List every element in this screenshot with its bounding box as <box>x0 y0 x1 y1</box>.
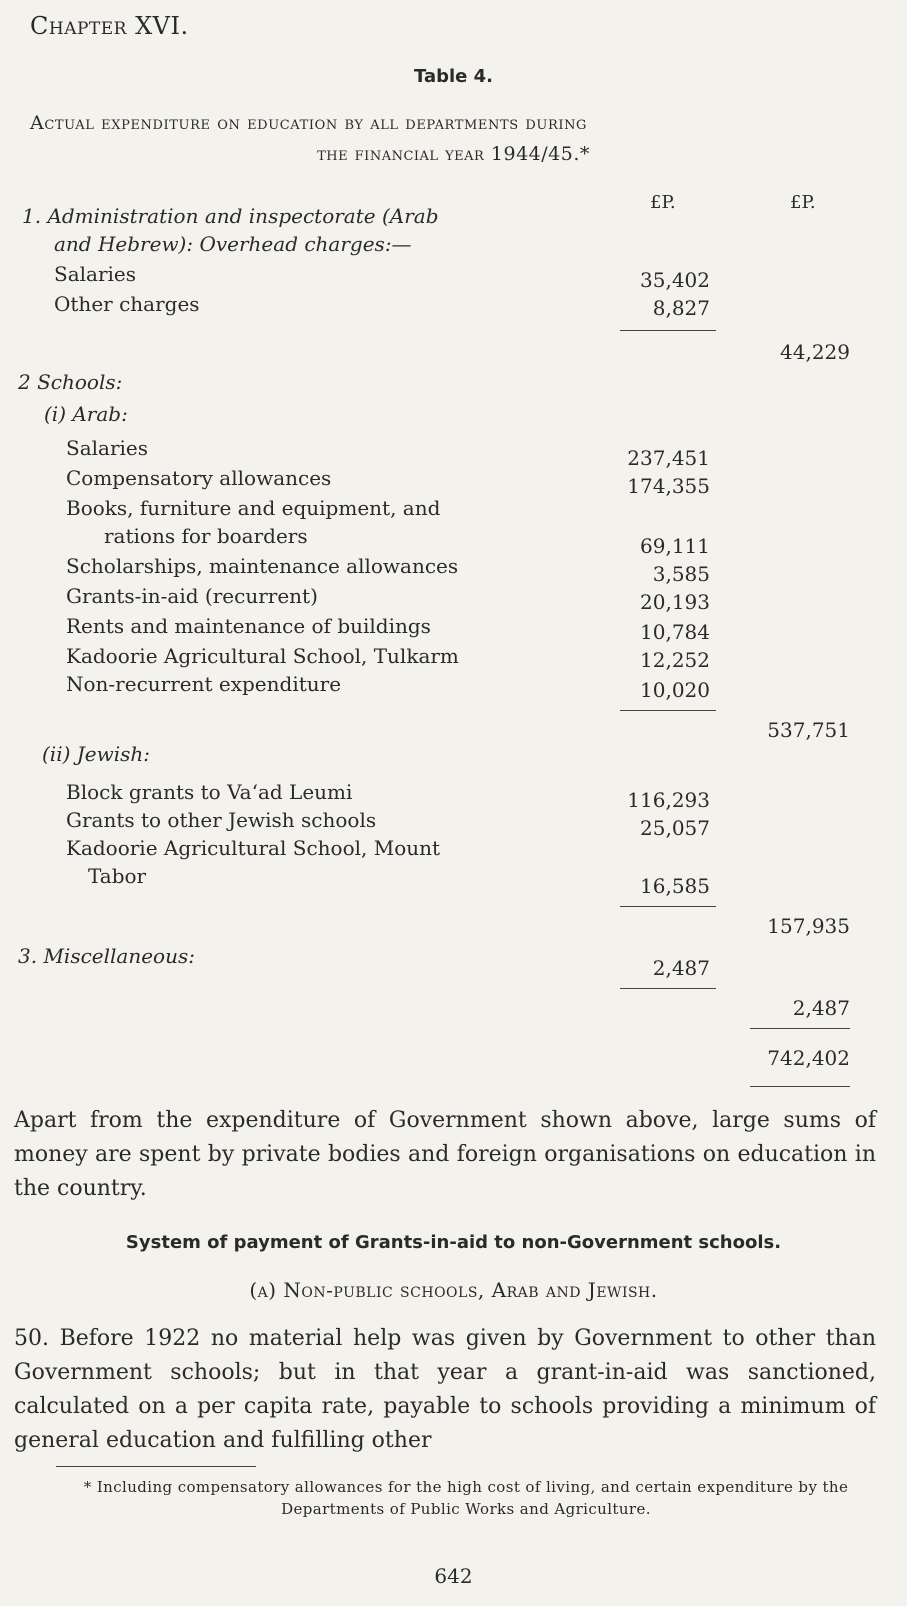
table-heading-line2: the financial year 1944/45.* <box>317 143 590 165</box>
section1-title-b: and Hebrew): Overhead charges:— <box>54 232 412 256</box>
arab-item-label: Non-recurrent expenditure <box>66 672 342 696</box>
section3-value: 2,487 <box>652 956 710 980</box>
jewish-item-label: Grants to other Jewish schools <box>66 808 377 832</box>
jewish-item-label: Tabor <box>88 864 147 888</box>
jewish-subtitle: (ii) Jewish: <box>42 742 151 766</box>
arab-item-label: Salaries <box>66 436 149 460</box>
jewish-item-value: 16,585 <box>640 874 710 898</box>
section1-total: 44,229 <box>780 340 850 364</box>
grand-total: 742,402 <box>767 1046 850 1070</box>
jewish-item-value: 25,057 <box>640 816 710 840</box>
arab-item-label: Compensatory allowances <box>66 466 332 490</box>
section1-item-label: Salaries <box>54 262 137 286</box>
arab-item-label: Books, furniture and equipment, and <box>66 496 441 520</box>
table-heading-line1: Actual expenditure on education by all departments during <box>30 112 588 134</box>
arab-item-label: Scholarships, maintenance allowances <box>66 554 459 578</box>
arab-item-value: 10,784 <box>640 620 710 644</box>
arab-item-value: 12,252 <box>640 648 710 672</box>
jewish-item-label: Block grants to Va‘ad Leumi <box>66 780 353 804</box>
section3-total: 2,487 <box>792 996 850 1020</box>
arab-item-label: Kadoorie Agricultural School, Tulkarm <box>66 644 459 668</box>
subtotal-rule <box>620 710 716 711</box>
subtotal-rule <box>620 906 716 907</box>
section-heading-grants: System of payment of Grants-in-aid to non-Government schools. <box>125 1232 782 1253</box>
jewish-total: 157,935 <box>767 914 850 938</box>
chapter-heading: Chapter XVI. <box>30 12 189 40</box>
arab-item-value: 69,111 <box>640 534 710 558</box>
jewish-item-value: 116,293 <box>627 788 710 812</box>
arab-total: 537,751 <box>767 718 850 742</box>
section1-item-value: 35,402 <box>640 268 710 292</box>
subtotal-rule <box>620 330 716 331</box>
table-title: Table 4. <box>414 66 493 87</box>
paragraph-50: 50. Before 1922 no material help was given by Government to other than Government schools; but in that year a grant-in-aid was sanctioned, calculated on a per capita rate, payable to schools providing a minimum of general education and fulfilling other <box>14 1326 876 1453</box>
footnote-rule <box>56 1466 256 1467</box>
arab-item-label: Rents and maintenance of buildings <box>66 614 431 638</box>
section3-title: 3. Miscellaneous: <box>18 944 195 968</box>
arab-item-value: 174,355 <box>627 474 710 498</box>
jewish-item-label: Kadoorie Agricultural School, Mount <box>66 836 441 860</box>
arab-item-value: 3,585 <box>652 562 710 586</box>
column-header-1: £P. <box>650 192 676 213</box>
paragraph-expenditure-note: Apart from the expenditure of Government shown above, large sums of money are spent by private bodies and foreign organisations on education in the country. <box>14 1108 876 1201</box>
arab-item-label: Grants-in-aid (recurrent) <box>66 584 318 608</box>
total-rule <box>750 1028 850 1029</box>
subtotal-rule <box>620 988 716 989</box>
section1-item-value: 8,827 <box>652 296 710 320</box>
section1-item-label: Other charges <box>54 292 200 316</box>
arab-item-label: rations for boarders <box>104 524 308 548</box>
page-number: 642 <box>434 1564 473 1588</box>
total-rule <box>750 1086 850 1087</box>
subheading-non-public: (a) Non-public schools, Arab and Jewish. <box>249 1278 658 1302</box>
arab-subtitle: (i) Arab: <box>44 402 128 426</box>
section1-title-a: 1. Administration and inspectorate (Arab <box>22 204 439 228</box>
arab-item-value: 20,193 <box>640 590 710 614</box>
section2-title: 2 Schools: <box>18 370 123 394</box>
footnote: * Including compensatory allowances for the high cost of living, and certain expenditure by the Departments of Public Works and Agriculture. <box>83 1478 849 1518</box>
arab-item-value: 10,020 <box>640 678 710 702</box>
column-header-2: £P. <box>790 192 816 213</box>
arab-item-value: 237,451 <box>627 446 710 470</box>
